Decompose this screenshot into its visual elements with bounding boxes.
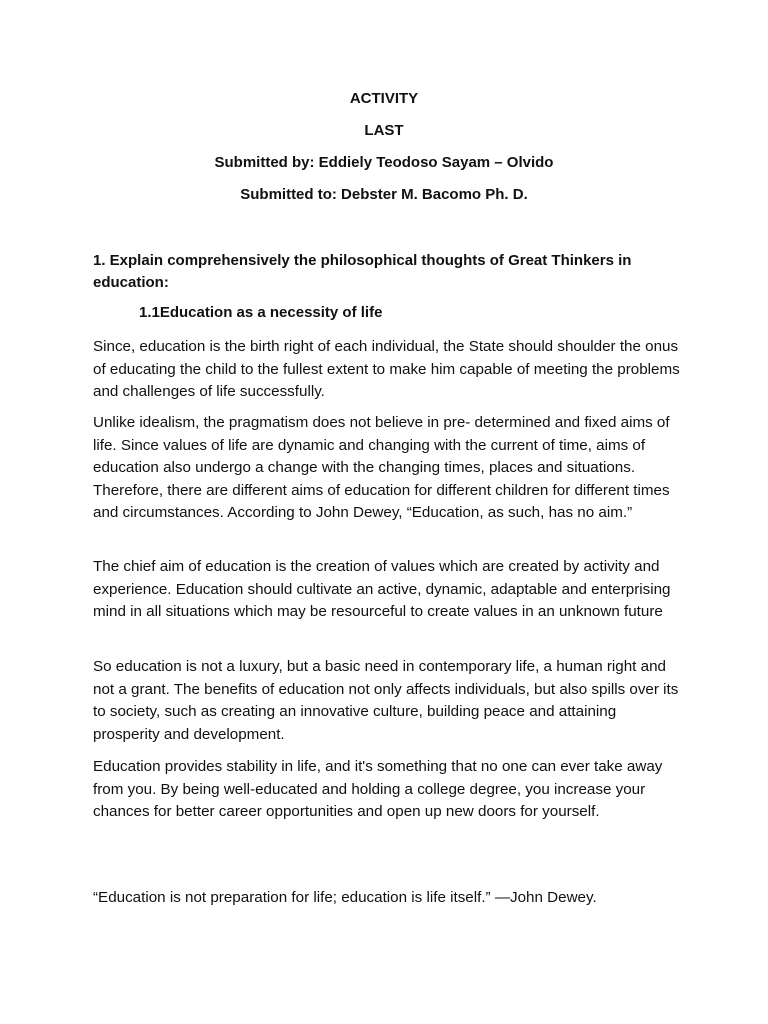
paragraph-4: So education is not a luxury, but a basic need in contemporary life, a human right and not a grant. The benefits of education not only affects individuals, but also spills over its to society, such as creating an innovative culture, building peace and attaining prosperity and development. (93, 658, 679, 743)
submitted-by: Submitted by: Eddiely Teodoso Sayam – Olvido (214, 154, 554, 171)
section-subheading: 1.1Education as a necessity of life (139, 304, 383, 321)
dewey-quote: “Education is not preparation for life; education is life itself.” —John Dewey. (93, 889, 597, 906)
paragraph-2: Unlike idealism, the pragmatism does not believe in pre- determined and fixed aims of life. Since values of life are dynamic and changing with the current of time, aims of education also undergo a change with the changing times, places and situations. Therefore, there are different aims of education for different children for different times and circumstances. According to John Dewey, “Education, as such, has no aim.” (93, 414, 670, 521)
paragraph-3: The chief aim of education is the creation of values which are created by activity and experience. Education should cultivate an active, dynamic, adaptable and enterprising mind in all situations which may be resourceful to create values in an unknown future (93, 558, 671, 620)
submitted-to: Submitted to: Debster M. Bacomo Ph. D. (240, 186, 528, 203)
document-title: ACTIVITY (349, 90, 419, 107)
document-subtitle: LAST (364, 122, 404, 139)
paragraph-5: Education provides stability in life, and it's something that no one can ever take away from you. By being well-educated and holding a college degree, you increase your chances for better career opportunities and open up new doors for yourself. (93, 758, 663, 820)
paragraph-1: Since, education is the birth right of each individual, the State should shoulder the onus of educating the child to the fullest extent to make him capable of meeting the problems and challenges of life successfully. (93, 338, 680, 400)
question-heading: 1. Explain comprehensively the philosophical thoughts of Great Thinkers in education: (93, 252, 632, 291)
